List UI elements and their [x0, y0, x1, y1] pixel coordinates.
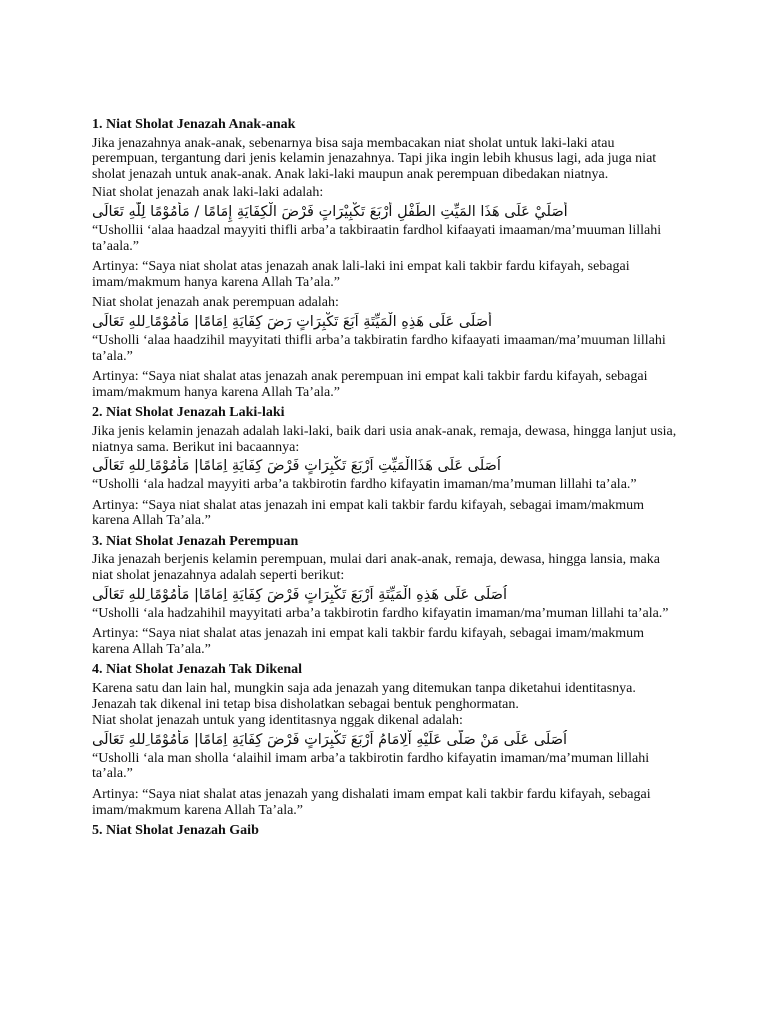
meaning-text: Artinya: “Saya niat shalat atas jenazah yang dishalati imam empat kali takbir fardu kifayah, sebagai imam/makmum karena Allah Ta’ala.”	[92, 787, 651, 818]
section-1	[92, 117, 682, 400]
section-intro: Jika jenis kelamin jenazah adalah laki-laki, baik dari usia anak-anak, remaja, dewasa, hingga lanjut usia, niatnya sama. Berikut ini bacaannya:	[92, 423, 677, 455]
arabic-niat: أُصَلِّى عَلَى هَذِهِ الْمَيِّتَةِ اَبَعَ تَكْبِرَاتٍ رَضَ كِفَايَةِ اِمَامًا| مَأْمُوْمًا ِللهِ تَعَالَى	[92, 313, 493, 330]
meaning-text: Artinya: “Saya niat shalat atas jenazah ini empat kali takbir fardu kifayah, sebagai imam/makmum karena Allah Ta’ala.”	[92, 626, 645, 657]
latin-transliteration: “Usholli ‘ala man sholla ‘alaihil imam arba’a takbirotin fardho kifayatin imaman/ma’muman lillahi ta’ala.”	[92, 750, 650, 782]
section-heading: 4. Niat Sholat Jenazah Tak Dikenal	[92, 662, 303, 678]
section-4	[92, 662, 682, 818]
section-heading: 2. Niat Sholat Jenazah Laki-laki	[92, 405, 285, 421]
section-2	[92, 405, 682, 529]
section-heading: 3. Niat Sholat Jenazah Perempuan	[92, 533, 299, 549]
meaning-text: Artinya: “Saya niat sholat atas jenazah anak lali-laki ini empat kali takbir fardu kifayah, sebagai imam/makmum hanya karena Allah Ta’ala.”	[92, 259, 630, 290]
section-intro: Karena satu dan lain hal, mungkin saja ada jenazah yang ditemukan tanpa diketahui identitasnya. Jenazah tak dikenal ini tetap bisa disholatkan sebagai bentuk penghormatan.	[92, 681, 636, 712]
latin-transliteration: “Usholli ‘ala hadzal mayyiti arba’a takbirotin fardho kifayatin imaman/ma’muman lillahi ta’ala.”	[92, 477, 637, 493]
niat-label: Niat sholat jenazah anak perempuan adalah:	[92, 295, 339, 311]
section-3	[92, 534, 682, 658]
section-heading: 1. Niat Sholat Jenazah Anak-anak	[92, 117, 296, 132]
latin-transliteration: “Usholli ‘ala hadzahihil mayyitati arba’a takbirotin fardho kifayatin imaman/ma’muman lillahi ta’ala.”	[92, 605, 669, 621]
meaning-text: Artinya: “Saya niat shalat atas jenazah ini empat kali takbir fardu kifayah, sebagai imam/makmum karena Allah Ta’ala.”	[92, 497, 645, 529]
niat-label: Niat sholat jenazah anak laki-laki adalah:	[92, 185, 324, 201]
niat-label: Niat sholat jenazah untuk yang identitasnya nggak dikenal adalah:	[92, 713, 463, 729]
arabic-niat: أُصَلِّيْ عَلَى هَذَا المَيِّتِ الطِّفْلِ أَرْبَعَ تَكْبِيْرَاتٍ فَرْضَ الْكِفَايَةِ إِمَامًا / مَأْمُوْمًا لِلّٰهِ تَعَالَى	[92, 203, 568, 220]
latin-transliteration: “Usholli ‘alaa haadzihil mayyitati thifli arba’a takbiratin fardho kifaayati imaaman/ma’muuman lillahi ta’ala.”	[92, 332, 666, 364]
document-page	[92, 117, 682, 842]
arabic-niat: اُصَلِّى عَلَى هَذَاالْمَيِّتِ اَرْبَعَ تَكْبِرَاتٍ فَرْضَ كِفَايَةِ اِمَامًا| مَأْمُوْمًا ِللهِ تَعَالَى	[92, 458, 501, 475]
section-heading: 5. Niat Sholat Jenazah Gaib	[92, 823, 259, 839]
latin-transliteration: “Ushollii ‘alaa haadzal mayyiti thifli arba’a takbiraatin fardhol kifaayati imaaman/ma’muuman lillahi ta’aala.”	[92, 222, 662, 254]
section-intro: Jika jenazahnya anak-anak, sebenarnya bisa saja membacakan niat sholat untuk laki-laki atau perempuan, tergantung dari jenis kelamin jenazahnya. Tapi jika ingin lebih khusus lagi, ada juga niat sholat jenazah untuk anak-anak. Anak laki-laki maupun anak perempuan dibedakan niatnya.	[92, 135, 657, 182]
arabic-niat: اُصَلِّى عَلَى هَذِهِ الْمَيِّتَةِ اَرْبَعَ تَكْبِرَاتٍ فَرْضَ كِفَايَةِ اِمَامًا| مَأْمُوْمًا ِللهِ تَعَالَى	[92, 586, 507, 603]
section-intro: Jika jenazah berjenis kelamin perempuan, mulai dari anak-anak, remaja, dewasa, hingga lansia, maka niat sholat jenazahnya adalah seperti berikut:	[92, 552, 660, 584]
meaning-text: Artinya: “Saya niat shalat atas jenazah anak perempuan ini empat kali takbir fardu kifayah, sebagai imam/makmum hanya karena Allah Ta’ala.”	[92, 369, 648, 400]
arabic-niat: اُصَلِّى عَلَى مَنْ صَلَّى عَلَيْهِ اْلِامَامُ اَرْبَعَ تَكْبِرَاتٍ فَرْضَ كِفَايَةِ اِمَامًا| مَأْمُوْمًا ِللهِ تَعَالَى	[92, 731, 568, 748]
